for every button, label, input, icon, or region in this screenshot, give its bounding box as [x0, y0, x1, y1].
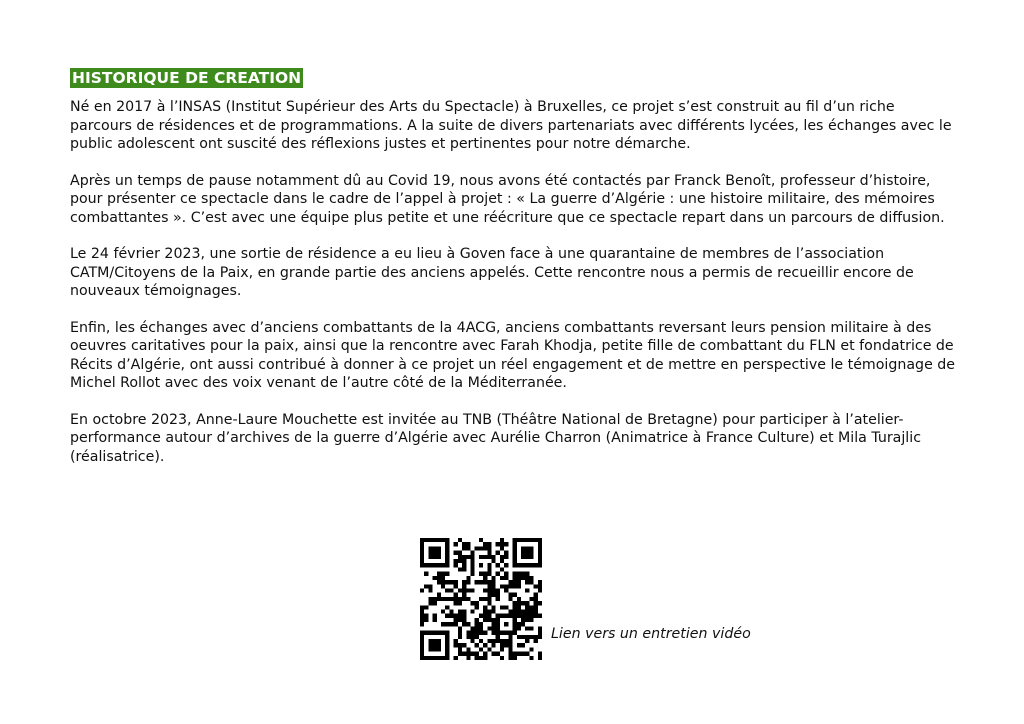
paragraph-tnb-invitation: En octobre 2023, Anne-Laure Mouchette est invitée au TNB (Théâtre National de Bretagne) pour participer à l’atelier-performance autour d’archives de la guerre d’Algérie avec Aurélie Charron (Animatrice à France Culture) et Mila Turajlic (réalisatrice). [70, 411, 921, 465]
section-heading: HISTORIQUE DE CREATION [72, 69, 302, 87]
paragraph-covid-pause: Après un temps de pause notamment dû au Covid 19, nous avons été contactés par Franck Benoît, professeur d’histoire, pour présenter ce spectacle dans le cadre de l’appel à projet : « La guerre d’Algérie : une histoire militaire, des mémoires combattantes ». C’est avec une équipe plus petite et une réécriture que ce spectacle repart dans un parcours de diffusion. [70, 172, 945, 226]
paragraph-origins: Né en 2017 à l’INSAS (Institut Supérieur des Arts du Spectacle) à Bruxelles, ce projet s’est construit au fil d’un riche parcours de résidences et de programmations. A la suite de divers partenariats avec différents lycées, les échanges avec le public adolescent ont suscité des réflexions justes et pertinentes pour notre démarche. [70, 99, 952, 152]
qr-caption-link[interactable]: Lien vers un entretien vidéo [551, 626, 751, 642]
qr-code-icon[interactable] [420, 538, 542, 660]
document-page [70, 68, 970, 484]
paragraph-veterans-exchanges: Enfin, les échanges avec d’anciens combattants de la 4ACG, anciens combattants reversant leurs pension militaire à des oeuvres caritatives pour la paix, ainsi que la rencontre avec Farah Khodja, petite fille de combattant du FLN et fondatrice de Récits d’Algérie, ont aussi contribué à donner à ce projet un réel engagement et de mettre en perspective le témoignage de Michel Rollot avec des voix venant de l’autre côté de la Méditerranée. [70, 319, 956, 391]
qr-link-block [420, 538, 840, 663]
paragraph-residency-goven: Le 24 février 2023, une sortie de résidence a eu lieu à Goven face à une quarantaine de membres de l’association CATM/Citoyens de la Paix, en grande partie des anciens appelés. Cette rencontre nous a permis de recueillir encore de nouveaux témoignages. [70, 246, 914, 299]
